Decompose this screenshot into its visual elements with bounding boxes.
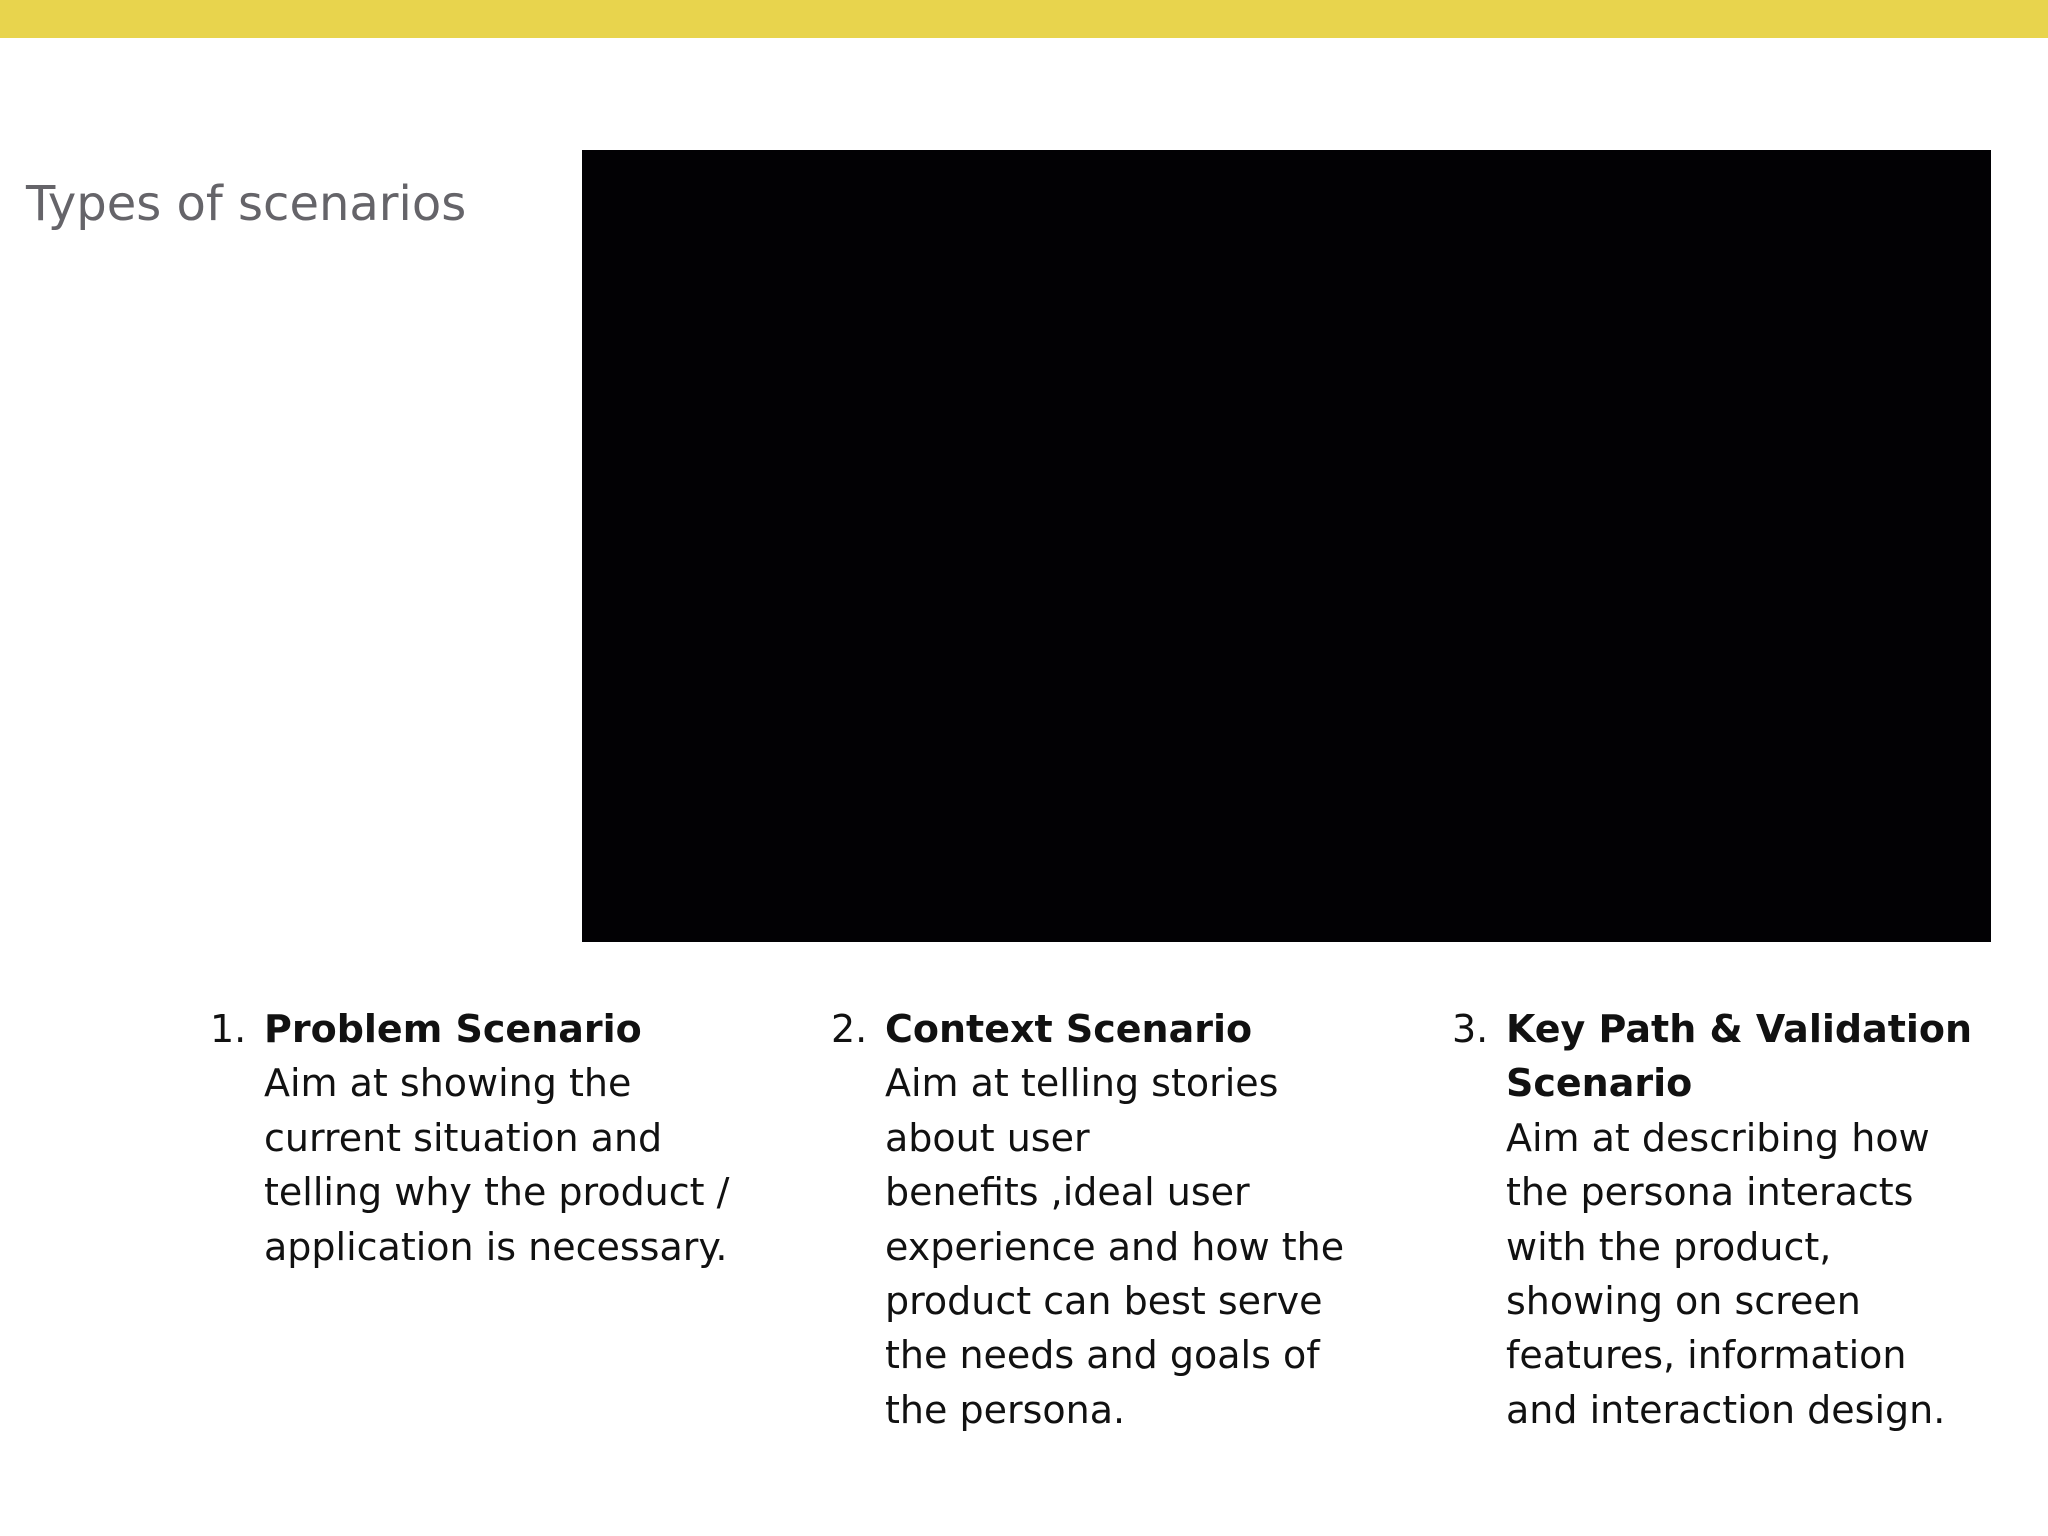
scenario-description-line: Aim at describing how [1506,1115,1930,1160]
scenario-content [1506,1002,1986,1437]
scenario-description-line: the needs and goals of [885,1333,1320,1378]
scenario-description-line: with the product, [1506,1224,1832,1269]
scenario-description-line: about user [885,1115,1090,1160]
top-accent-bar [0,0,2048,38]
scenario-description-line: showing on screen [1506,1279,1861,1324]
scenario-description-line: benefits ,ideal user [885,1170,1250,1215]
scenario-description [264,1056,744,1274]
scenario-description-line: telling why the product / [264,1170,730,1215]
scenario-heading: Context Scenario [885,1007,1253,1051]
scenario-content [885,1002,1365,1437]
scenario-number: 2. [831,1007,868,1051]
scenario-description-line: the persona interacts [1506,1170,1914,1215]
scenario-description-line: features, information [1506,1333,1907,1378]
scenario-heading-line: Key Path & Validation [1506,1007,1973,1051]
scenario-heading: Problem Scenario [264,1007,642,1051]
scenario-description-line: current situation and [264,1115,663,1160]
scenario-description-line: experience and how the [885,1224,1345,1269]
scenario-description-line: and interaction design. [1506,1387,1946,1432]
scenario-description-line: Aim at showing the [264,1061,632,1106]
scenario-heading-line: Scenario [1506,1061,1693,1106]
scenario-description-line: application is necessary. [264,1224,728,1269]
scenario-number: 1. [210,1007,247,1051]
scenario-description-line: product can best serve [885,1279,1323,1324]
scenario-heading [1506,1007,1972,1105]
scenario-description [1506,1111,1986,1437]
scenario-content [264,1002,744,1274]
scenario-number: 3. [1452,1007,1489,1051]
video-placeholder [582,150,1991,942]
scenario-description-line: the persona. [885,1387,1126,1432]
scenario-description-line: Aim at telling stories [885,1061,1279,1106]
slide-title: Types of scenarios [26,176,467,233]
scenario-description [885,1056,1365,1437]
